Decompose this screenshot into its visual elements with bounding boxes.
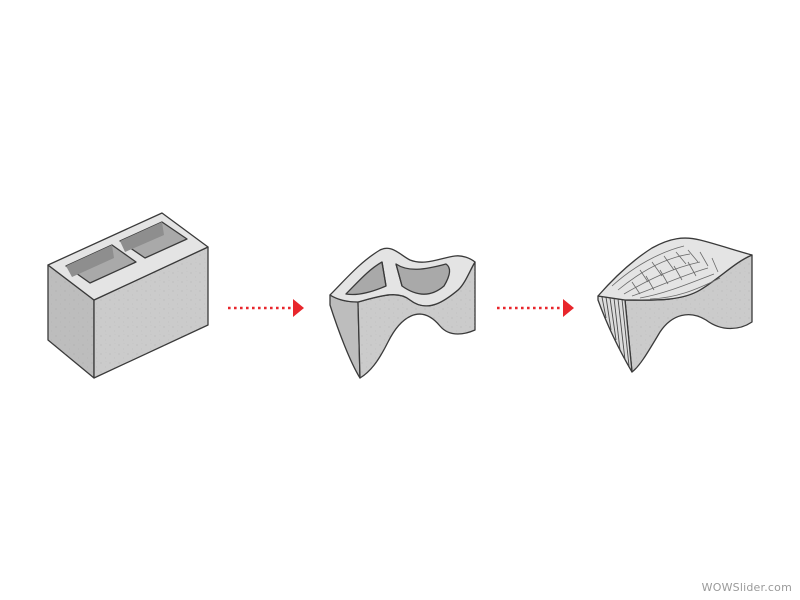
step-1-standard-block — [48, 213, 208, 378]
arrow-1-head — [293, 299, 304, 317]
watermark: WOWSlider.com — [701, 581, 792, 594]
arrow-2 — [497, 299, 574, 317]
arrow-2-head — [563, 299, 574, 317]
warped-end-face — [330, 295, 360, 378]
step-2-warped-block — [330, 248, 475, 378]
arrow-1 — [228, 299, 304, 317]
step-3-layered-block — [598, 238, 752, 372]
